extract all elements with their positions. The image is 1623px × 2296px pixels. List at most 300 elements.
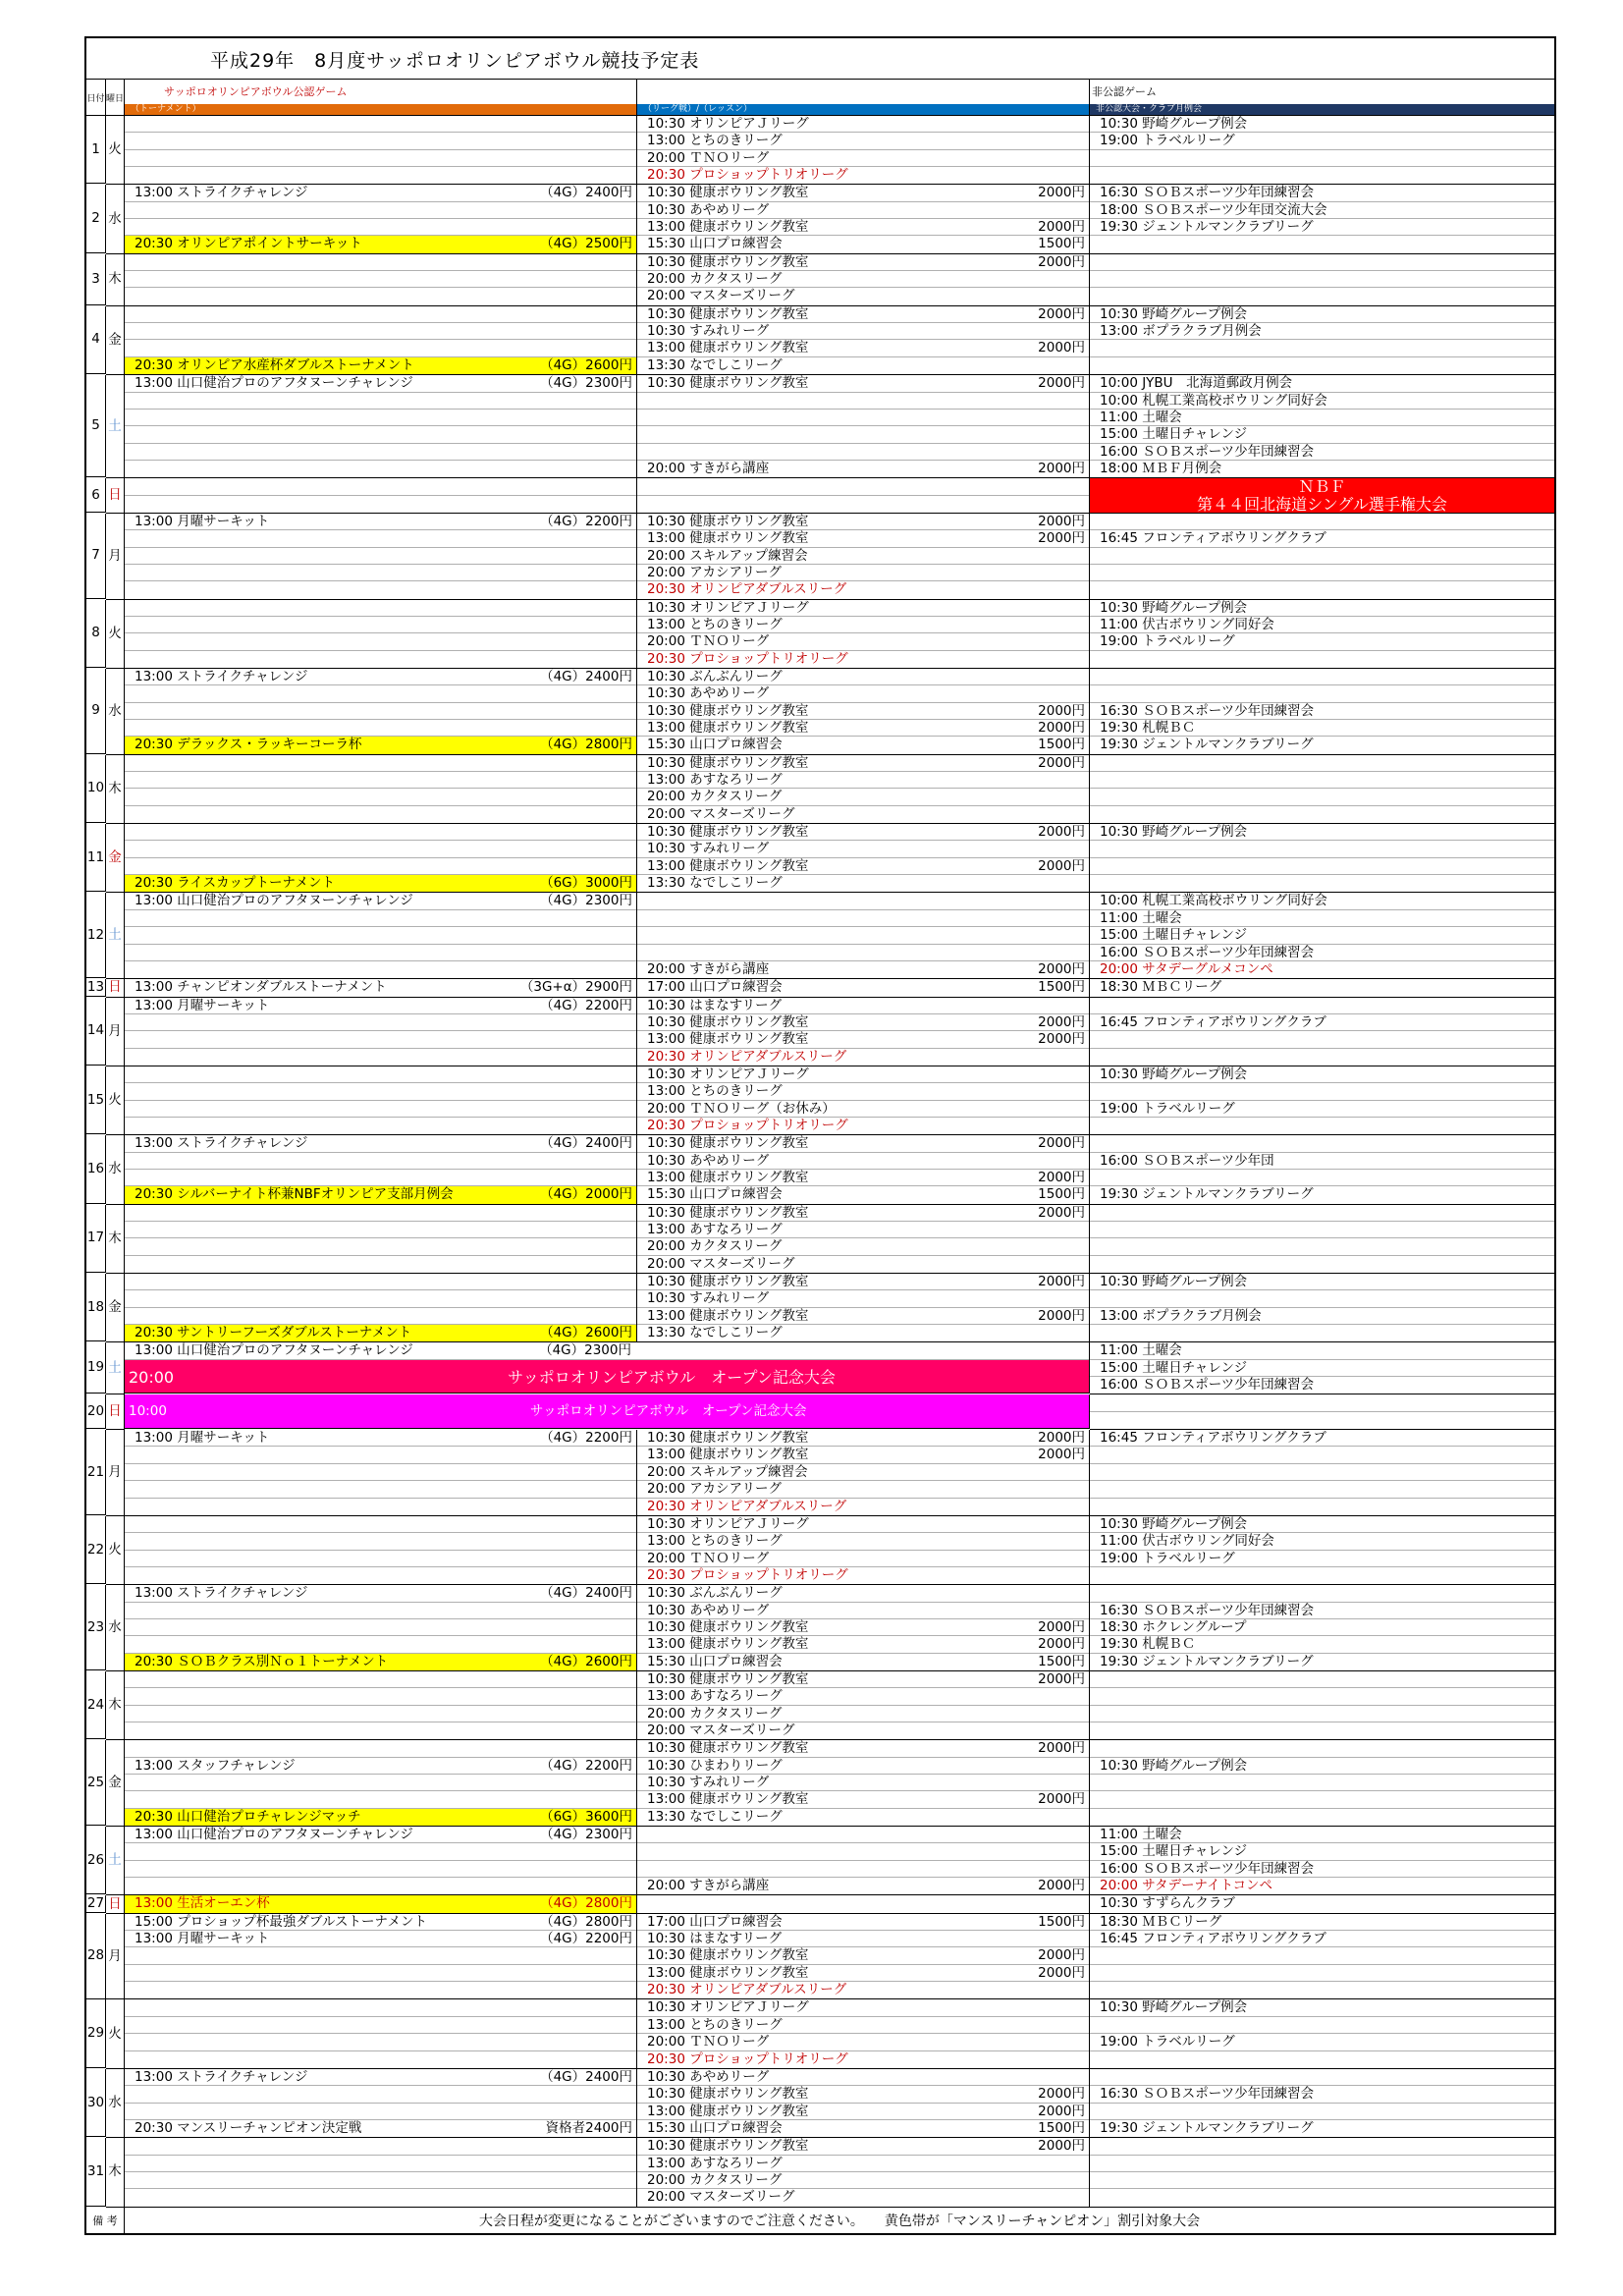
- other-cell: [1090, 1585, 1554, 1671]
- official-cell: [125, 2069, 637, 2138]
- event-line: [1090, 1895, 1554, 1912]
- official-cell: [125, 514, 637, 600]
- event-line: [1090, 1377, 1554, 1394]
- event-text: 10:30 ぶんぶんリーグ: [647, 669, 783, 684]
- league-cell: [637, 1516, 1090, 1585]
- event-line: [1090, 824, 1554, 841]
- event-line: [637, 1654, 1089, 1670]
- event-line: [125, 789, 636, 805]
- dow-cell: 日: [106, 478, 125, 514]
- event-text: 20:00 サタデーナイトコンペ: [1100, 1878, 1273, 1894]
- event-line: [125, 806, 636, 823]
- event-line: [1090, 1516, 1554, 1533]
- official-cell: [125, 478, 637, 514]
- event-line: [637, 685, 1089, 702]
- event-line: [1090, 323, 1554, 340]
- event-line: [1090, 1222, 1554, 1238]
- event-fee: （4G）2800円: [540, 737, 632, 753]
- league-cell: [637, 1066, 1090, 1135]
- event-text: 20:00 アカシアリーグ: [647, 1481, 783, 1498]
- event-text: 20:30 プロショップトリオリーグ: [647, 1117, 848, 1133]
- event-line: [125, 824, 636, 841]
- other-cell: [1090, 755, 1554, 824]
- event-line: [1090, 893, 1554, 909]
- event-line: [125, 393, 636, 410]
- dow-cell: 火: [106, 1516, 125, 1585]
- dow-cell: 金: [106, 824, 125, 893]
- event-text: 19:00 トラベルリーグ: [1100, 633, 1235, 650]
- event-line: [125, 1688, 636, 1705]
- event-line: [1090, 1447, 1554, 1463]
- event-text: 16:00 ＳＯＢスポーツ少年団練習会: [1100, 443, 1315, 460]
- event-line: [125, 1118, 636, 1134]
- event-line: [1090, 1135, 1554, 1152]
- event-line: [637, 393, 1089, 410]
- column-headers: [86, 80, 1554, 116]
- event-line: [125, 1895, 636, 1912]
- event-line: [125, 2069, 636, 2086]
- event-text: 13:00 健康ボウリング教室: [647, 340, 809, 356]
- event-text: 10:30 ひまわりリーグ: [647, 1757, 783, 1774]
- event-fee: 1500円: [1038, 1913, 1085, 1930]
- event-line: [637, 2120, 1089, 2137]
- other-cell: [1090, 998, 1554, 1066]
- dow-cell: 火: [106, 1066, 125, 1135]
- event-line: [125, 306, 636, 323]
- event-line: [125, 1447, 636, 1463]
- event-text: 20:00 カクタスリーグ: [647, 789, 783, 805]
- dow-cell: 金: [106, 1740, 125, 1827]
- event-text: 20:00 カクタスリーグ: [647, 2171, 783, 2188]
- league-cell: [637, 375, 1090, 478]
- event-line: [1090, 1878, 1554, 1894]
- event-text: 10:30 健康ボウリング教室: [647, 375, 809, 392]
- other-cell: [1090, 254, 1554, 306]
- event-line: [125, 1290, 636, 1307]
- event-line: [1090, 2172, 1554, 2189]
- event-line: [125, 841, 636, 857]
- event-line: [637, 1861, 1089, 1878]
- official-cell: [125, 1430, 637, 1516]
- dow-cell: 月: [106, 1914, 125, 2000]
- event-line: [1090, 1533, 1554, 1550]
- event-line: [1090, 375, 1554, 392]
- date-cell: 3: [86, 254, 106, 305]
- banner-time: 20:00: [129, 1367, 175, 1387]
- event-line: [1090, 219, 1554, 236]
- event-text: 20:00 マスターズリーグ: [647, 1255, 795, 1272]
- event-line: [125, 1999, 636, 2016]
- event-fee: 資格者2400円: [545, 2119, 632, 2136]
- event-line: [637, 2034, 1089, 2050]
- event-text: 18:00 ＳＯＢスポーツ少年団交流大会: [1100, 201, 1327, 218]
- event-text: 13:00 健康ボウリング教室: [647, 857, 809, 874]
- event-line: [1090, 461, 1554, 477]
- event-line: [637, 1947, 1089, 1964]
- event-text: 10:30 野崎グループ例会: [1100, 824, 1248, 841]
- date-cell: 11: [86, 824, 106, 892]
- event-line: [637, 375, 1089, 392]
- date-cell: 30: [86, 2069, 106, 2137]
- event-line: [1090, 998, 1554, 1014]
- event-text: 18:00 ＭＢＦ月例会: [1100, 460, 1222, 476]
- event-fee: （6G）3600円: [540, 1808, 632, 1825]
- event-line: [125, 1914, 636, 1931]
- league-cell: [637, 1827, 1090, 1895]
- event-text: 11:00 土曜会: [1100, 1342, 1182, 1359]
- date-cell: 22: [86, 1516, 106, 1584]
- event-line: [1090, 1066, 1554, 1083]
- event-line: [637, 1256, 1089, 1273]
- event-line: [1090, 703, 1554, 720]
- official-title: サッポロオリンピアボウル公認ゲーム: [164, 85, 348, 98]
- event-line: [1090, 633, 1554, 650]
- event-text: 20:30 プロショップトリオリーグ: [647, 1566, 848, 1583]
- event-line: [637, 1083, 1089, 1100]
- event-line: [125, 1014, 636, 1031]
- event-fee: （4G）2200円: [540, 997, 632, 1013]
- opening-banner: [125, 1360, 1089, 1394]
- event-line: [1090, 1290, 1554, 1307]
- event-text: 20:00 ＴＮＯリーグ: [647, 1550, 770, 1566]
- league-cell: [637, 1999, 1090, 2068]
- event-line: [125, 1222, 636, 1238]
- event-line: [1090, 1186, 1554, 1203]
- event-text: 20:00 ＴＮＯリーグ: [647, 633, 770, 650]
- event-fee: 2000円: [1038, 2103, 1085, 2119]
- event-line: [637, 772, 1089, 789]
- event-line: [125, 893, 636, 909]
- event-line: [637, 1170, 1089, 1186]
- event-line: [125, 444, 636, 461]
- event-line: [125, 1325, 636, 1341]
- dow-cell: 水: [106, 2069, 125, 2138]
- event-line: [1090, 651, 1554, 668]
- dow-cell: 土: [106, 893, 125, 979]
- event-text: 13:30 なでしこリーグ: [647, 875, 783, 892]
- event-text: 11:00 土曜会: [1100, 909, 1182, 926]
- event-line: [1090, 1619, 1554, 1636]
- event-line: [1090, 1603, 1554, 1619]
- event-line: [637, 1430, 1089, 1447]
- event-line: [1090, 1965, 1554, 1982]
- other-header: [1090, 80, 1554, 115]
- event-text: 11:00 伏古ボウリング同好会: [1100, 616, 1274, 632]
- event-text: 19:30 ジェントルマンクラブリーグ: [1100, 737, 1314, 753]
- event-line: [125, 1722, 636, 1739]
- event-fee: （4G）2400円: [540, 1585, 632, 1602]
- event-line: [125, 2120, 636, 2137]
- other-band: 非公認大会・クラブ月例会: [1090, 104, 1554, 115]
- event-line: [1090, 910, 1554, 927]
- event-line: [637, 2138, 1089, 2155]
- event-text: 19:00 トラベルリーグ: [1100, 2034, 1235, 2050]
- dow-cell: 土: [106, 1342, 125, 1394]
- date-cell: 9: [86, 669, 106, 754]
- event-text: 15:30 山口プロ練習会: [647, 2119, 783, 2136]
- event-line: [637, 581, 1089, 598]
- date-cell: 1: [86, 116, 106, 184]
- event-text: 13:00 ストライクチャレンジ: [135, 1135, 308, 1152]
- event-text: 13:00 チャンピオンダブルストーナメント: [135, 979, 387, 996]
- league-cell: [637, 1671, 1090, 1740]
- event-fee: （4G）2200円: [540, 1931, 632, 1947]
- other-cell: [1090, 1135, 1554, 1204]
- event-text: 10:30 オリンピアＪリーグ: [647, 116, 809, 132]
- event-line: [1090, 306, 1554, 323]
- event-line: [1090, 1688, 1554, 1705]
- event-fee: （4G）2400円: [540, 669, 632, 684]
- league-cell: [637, 824, 1090, 893]
- event-text: 10:30 野崎グループ例会: [1100, 1757, 1248, 1774]
- event-line: [125, 1170, 636, 1186]
- event-line: [1090, 1654, 1554, 1670]
- event-text: 10:30 オリンピアＪリーグ: [647, 599, 809, 616]
- event-line: [125, 617, 636, 633]
- event-text: 10:30 健康ボウリング教室: [647, 1430, 809, 1447]
- event-line: [1090, 410, 1554, 426]
- event-line: [1090, 1031, 1554, 1048]
- event-line: [1090, 565, 1554, 581]
- event-line: [1090, 340, 1554, 356]
- event-fee: 2000円: [1038, 1740, 1085, 1757]
- event-text: 10:00 JYBU 北海道郵政月例会: [1100, 375, 1293, 392]
- event-text: 10:30 はまなすリーグ: [647, 1931, 783, 1947]
- event-line: [637, 2017, 1089, 2034]
- event-text: 10:30 野崎グループ例会: [1100, 1999, 1248, 2016]
- event-text: 20:00 マスターズリーグ: [647, 805, 795, 822]
- other-cell: [1090, 669, 1554, 755]
- event-line: [125, 1066, 636, 1083]
- event-line: [637, 1464, 1089, 1481]
- event-text: 16:30 ＳＯＢスポーツ少年団練習会: [1100, 702, 1315, 719]
- event-fee: 2000円: [1038, 1135, 1085, 1152]
- event-line: [637, 236, 1089, 252]
- event-line: [1090, 1153, 1554, 1170]
- league-cell: [637, 893, 1090, 979]
- remark-row: [86, 2208, 1554, 2233]
- other-cell: [1090, 375, 1554, 478]
- event-line: [637, 116, 1089, 133]
- other-cell: [1090, 1205, 1554, 1274]
- event-text: 20:00 マスターズリーグ: [647, 2189, 795, 2206]
- event-line: [125, 185, 636, 201]
- event-text: 13:00 健康ボウリング教室: [647, 530, 809, 547]
- event-text: 20:00 マスターズリーグ: [647, 288, 795, 304]
- event-text: 16:30 ＳＯＢスポーツ少年団練習会: [1100, 2086, 1315, 2103]
- event-text: 20:30 オリンピアダブルスリーグ: [647, 1048, 847, 1065]
- event-fee: 2000円: [1038, 340, 1085, 356]
- event-text: 10:30 健康ボウリング教室: [647, 2138, 809, 2155]
- event-text: 10:30 すみれリーグ: [647, 323, 770, 340]
- event-line: [125, 755, 636, 772]
- date-cell: 26: [86, 1827, 106, 1894]
- event-text: 13:00 とちのきリーグ: [647, 2016, 783, 2033]
- event-line: [1090, 1567, 1554, 1584]
- event-line: [637, 1809, 1089, 1826]
- event-text: 13:00 とちのきリーグ: [647, 133, 783, 149]
- event-line: [125, 858, 636, 875]
- official-cell: [125, 1066, 637, 1135]
- event-line: [125, 600, 636, 617]
- event-line: [1090, 1205, 1554, 1222]
- event-line: [637, 1965, 1089, 1982]
- event-fee: 1500円: [1038, 236, 1085, 252]
- event-text: 10:30 すみれリーグ: [647, 1290, 770, 1307]
- event-line: [1090, 2138, 1554, 2155]
- event-line: [637, 1791, 1089, 1808]
- event-line: [125, 945, 636, 961]
- event-text: 13:00 健康ボウリング教室: [647, 1169, 809, 1185]
- official-cell: [125, 185, 637, 253]
- date-cell: 21: [86, 1430, 106, 1515]
- event-text: 13:00 あすなろリーグ: [647, 1688, 783, 1705]
- event-line: [125, 772, 636, 789]
- event-text: 13:00 健康ボウリング教室: [647, 1791, 809, 1808]
- official-cell: [125, 979, 637, 997]
- event-line: [637, 2172, 1089, 2189]
- event-line: [637, 1603, 1089, 1619]
- event-line: [637, 755, 1089, 772]
- event-line: [1090, 514, 1554, 530]
- event-line: [125, 2189, 636, 2206]
- date-cell: 6: [86, 478, 106, 513]
- event-line: [125, 1533, 636, 1550]
- league-cell: [637, 979, 1090, 997]
- event-line: [1090, 755, 1554, 772]
- official-cell: [125, 893, 637, 979]
- event-line: [125, 651, 636, 668]
- event-text: 10:30 健康ボウリング教室: [647, 1013, 809, 1030]
- other-cell: [1090, 979, 1554, 997]
- event-line: [637, 1914, 1089, 1931]
- event-line: [1090, 1740, 1554, 1757]
- event-text: 13:00 とちのきリーグ: [647, 1083, 783, 1100]
- event-line: [637, 2051, 1089, 2068]
- event-text: 20:00 カクタスリーグ: [647, 1705, 783, 1722]
- event-text: 19:30 ジェントルマンクラブリーグ: [1100, 2119, 1314, 2136]
- event-text: 13:00 スタッフチャレンジ: [135, 1757, 296, 1774]
- event-text: 15:30 山口プロ練習会: [647, 737, 783, 753]
- event-fee: （4G）2600円: [540, 1325, 632, 1341]
- event-fee: （4G）2300円: [540, 375, 632, 392]
- league-cell: [637, 185, 1090, 253]
- event-text: 20:00 すきがら講座: [647, 1878, 770, 1894]
- other-cell: [1090, 514, 1554, 600]
- event-text: 13:00 健康ボウリング教室: [647, 720, 809, 737]
- league-cell: [637, 306, 1090, 375]
- other-cell: [1090, 824, 1554, 893]
- event-line: [125, 1791, 636, 1808]
- event-text: 10:30 野崎グループ例会: [1100, 599, 1248, 616]
- event-line: [125, 1499, 636, 1515]
- event-line: [1090, 116, 1554, 133]
- event-fee: 2000円: [1038, 460, 1085, 476]
- event-text: 20:00 カクタスリーグ: [647, 1238, 783, 1255]
- other-cell: [1090, 1671, 1554, 1740]
- event-text: 13:00 とちのきリーグ: [647, 1533, 783, 1550]
- event-text: 19:00 トラベルリーグ: [1100, 133, 1235, 149]
- event-text: 19:30 ジェントルマンクラブリーグ: [1100, 219, 1314, 236]
- event-line: [637, 1636, 1089, 1653]
- event-line: [1090, 271, 1554, 288]
- official-cell: [125, 1135, 637, 1204]
- league-cell: [637, 1430, 1090, 1516]
- wide-block: [125, 1342, 1090, 1394]
- event-line: [125, 1101, 636, 1118]
- event-text: 10:30 健康ボウリング教室: [647, 824, 809, 841]
- event-fee: 2000円: [1038, 1964, 1085, 1981]
- event-fee: （4G）2400円: [540, 2068, 632, 2085]
- event-line: [125, 1205, 636, 1222]
- date-cell: 14: [86, 998, 106, 1066]
- event-line: [125, 1516, 636, 1533]
- event-fee: 1500円: [1038, 979, 1085, 996]
- event-fee: 2000円: [1038, 375, 1085, 392]
- banner-name: サッポロオリンピアボウル オープン記念大会: [529, 1402, 807, 1419]
- official-cell: [125, 998, 637, 1066]
- event-fee: 2000円: [1038, 1307, 1085, 1324]
- event-text: 19:30 ジェントルマンクラブリーグ: [1100, 1653, 1314, 1669]
- event-fee: （4G）2500円: [540, 236, 632, 252]
- event-text: 20:00 すきがら講座: [647, 960, 770, 977]
- date-cell: 29: [86, 1999, 106, 2067]
- event-line: [125, 581, 636, 598]
- event-line: [1090, 2156, 1554, 2172]
- event-line: [1090, 1101, 1554, 1118]
- event-text: 10:30 オリンピアＪリーグ: [647, 1515, 809, 1532]
- event-text: 13:00 あすなろリーグ: [647, 1222, 783, 1237]
- official-header: [125, 80, 637, 115]
- event-line: [637, 271, 1089, 288]
- event-text: 20:00 ＴＮＯリーグ: [647, 149, 770, 166]
- event-fee: 2000円: [1038, 1204, 1085, 1221]
- event-line: [1090, 1083, 1554, 1100]
- event-fee: 2000円: [1038, 702, 1085, 719]
- date-cell: 17: [86, 1205, 106, 1273]
- event-fee: 2000円: [1038, 1878, 1085, 1894]
- event-text: 10:30 すずらんクラブ: [1100, 1895, 1235, 1912]
- event-line: [637, 1014, 1089, 1031]
- event-line: [1090, 961, 1554, 978]
- event-line: [1090, 1551, 1554, 1567]
- date-cell: 7: [86, 514, 106, 599]
- event-line: [637, 288, 1089, 304]
- event-line: [637, 1325, 1089, 1341]
- dow-cell: 日: [106, 1895, 125, 1913]
- other-cell: [1090, 478, 1554, 514]
- official-cell: [125, 1895, 637, 1913]
- event-line: [125, 1238, 636, 1255]
- event-line: [125, 1619, 636, 1636]
- event-line: [637, 979, 1089, 996]
- event-fee: （4G）2300円: [539, 1342, 631, 1359]
- event-fee: （4G）2400円: [540, 185, 632, 201]
- league-band: （リーグ戦）/（レッスン）: [637, 104, 1089, 115]
- event-line: [637, 1931, 1089, 1947]
- event-line: [637, 703, 1089, 720]
- event-fee: 2000円: [1038, 513, 1085, 529]
- other-cell: [1090, 1740, 1554, 1827]
- event-line: [1090, 202, 1554, 219]
- event-line: [637, 2189, 1089, 2206]
- event-line: [125, 514, 636, 530]
- event-line: [637, 1758, 1089, 1775]
- event-line: [637, 1049, 1089, 1066]
- event-text: 19:30 札幌ＢＣ: [1100, 1636, 1196, 1653]
- event-line: [637, 841, 1089, 857]
- event-line: [125, 720, 636, 737]
